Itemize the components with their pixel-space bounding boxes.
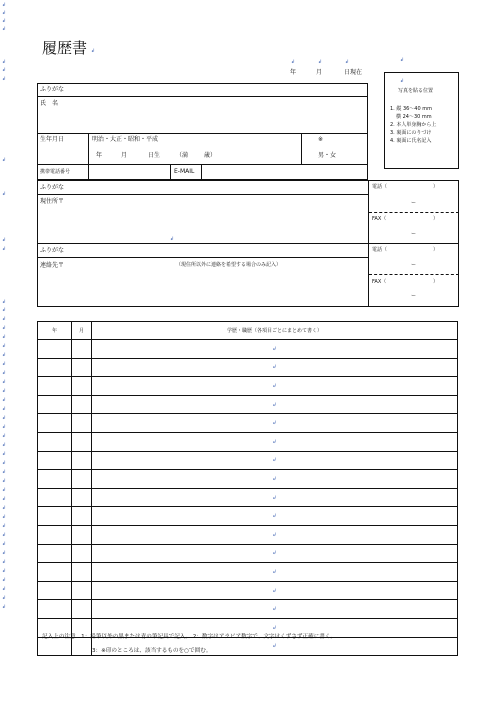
history-body (38, 340, 458, 656)
current-address-label: 現住所〒 (40, 198, 65, 205)
history-month-cell[interactable] (72, 451, 92, 470)
history-row[interactable] (38, 414, 458, 433)
history-row[interactable] (38, 358, 458, 377)
history-row[interactable] (38, 563, 458, 582)
history-year-cell[interactable] (38, 414, 72, 433)
history-month-cell[interactable] (72, 600, 92, 619)
contact-fax-close: ） (433, 279, 439, 285)
history-year-cell[interactable] (38, 395, 72, 414)
contact-phone-close: ） (433, 247, 439, 253)
personal-info-block (37, 83, 368, 180)
date-year-label: 年 (290, 69, 297, 76)
contact-fax-label: FAX（ (372, 279, 387, 285)
history-month-cell[interactable] (72, 507, 92, 526)
history-row[interactable] (38, 451, 458, 470)
photo-line-4: 3. 裏面にのりづけ (390, 130, 432, 136)
address-phone-dash: ー (411, 200, 417, 206)
birth-day-unit: 日生 (148, 152, 161, 159)
history-table (37, 321, 458, 656)
era-options: 明治・大正・昭和・平成 (92, 136, 159, 143)
history-desc-cell[interactable]: ↲ (92, 600, 458, 619)
history-desc-cell[interactable]: ↲ (92, 581, 458, 600)
age-unit: 歳） (204, 152, 217, 159)
history-desc-cell[interactable]: ↲ (92, 377, 458, 396)
history-year-cell[interactable] (38, 358, 72, 377)
photo-box (384, 72, 459, 169)
photo-line-3: 2. 本人単身胸から上 (390, 122, 437, 128)
history-row[interactable] (38, 395, 458, 414)
photo-line-5: 4. 裏面に氏名記入 (390, 138, 432, 144)
history-row[interactable] (38, 377, 458, 396)
history-month-cell[interactable] (72, 395, 92, 414)
history-desc-cell[interactable]: ↲ (92, 507, 458, 526)
furigana-label: ふりがな (40, 86, 65, 93)
address-fax-close: ） (433, 216, 439, 222)
photo-line-1: 1. 縦 36～40 mm (390, 106, 433, 112)
history-desc-cell[interactable]: ↲ (92, 563, 458, 582)
notes-line-1: 記入上の注意 1：鉛筆以外の黒または青の筆記具で記入。 2：数字はアラビア数字で、文字はくずさず正確に書く。 (42, 634, 336, 640)
name-label: 氏 名 (40, 100, 59, 107)
history-year-cell[interactable] (38, 525, 72, 544)
history-desc-cell[interactable]: ↲ (92, 451, 458, 470)
history-desc-cell[interactable]: ↲ (92, 414, 458, 433)
full-age-label: （満 (176, 152, 189, 159)
history-month-cell[interactable] (72, 488, 92, 507)
history-year-cell[interactable] (38, 432, 72, 451)
history-year-cell[interactable] (38, 581, 72, 600)
history-desc-cell[interactable]: ↲ (92, 618, 458, 637)
history-desc-cell[interactable]: ↲ (92, 470, 458, 489)
history-desc-cell[interactable]: ↲ (92, 358, 458, 377)
history-col-year: 年 (38, 322, 72, 340)
contact-address-label: 連絡先〒 (40, 262, 65, 269)
history-month-cell[interactable] (72, 525, 92, 544)
history-row[interactable] (38, 600, 458, 619)
contact-note: （現住所以外に連絡を希望する場合のみ記入） (176, 262, 282, 268)
photo-line-2: 横 24～30 mm (396, 114, 432, 120)
address-fax-label: FAX（ (372, 216, 387, 222)
history-month-cell[interactable] (72, 358, 92, 377)
history-year-cell[interactable] (38, 563, 72, 582)
history-desc-cell[interactable]: ↲ (92, 637, 458, 656)
address-phone-label: 電話（ (372, 184, 388, 190)
history-month-cell[interactable] (72, 414, 92, 433)
email-label: E-MAIL (174, 168, 195, 175)
notes-line-2: 3：※印のところは、該当するものを○で囲む。 (92, 648, 212, 654)
history-row[interactable] (38, 470, 458, 489)
history-year-cell[interactable] (38, 377, 72, 396)
history-row[interactable] (38, 581, 458, 600)
history-month-cell[interactable] (72, 432, 92, 451)
history-header-row (38, 322, 458, 340)
history-desc-cell[interactable]: ↲ (92, 432, 458, 451)
birth-year-unit: 年 (96, 152, 103, 159)
history-year-cell[interactable] (38, 340, 72, 359)
history-desc-cell[interactable]: ↲ (92, 395, 458, 414)
history-row[interactable] (38, 525, 458, 544)
date-day-label: 日現在 (344, 69, 363, 76)
address-furigana-label: ふりがな (40, 184, 65, 191)
history-row[interactable] (38, 432, 458, 451)
birth-month-unit: 月 (121, 152, 128, 159)
birth-label: 生年月日 (40, 136, 65, 143)
history-year-cell[interactable] (38, 600, 72, 619)
history-desc-cell[interactable]: ↲ (92, 340, 458, 359)
history-row[interactable] (38, 340, 458, 359)
address-phone-close: ） (433, 184, 439, 190)
history-month-cell[interactable] (72, 563, 92, 582)
page-title: 履歴書 (42, 39, 88, 57)
history-year-cell[interactable] (38, 451, 72, 470)
address-fax-dash: ー (411, 231, 417, 237)
history-desc-cell[interactable]: ↲ (92, 544, 458, 563)
history-year-cell[interactable] (38, 544, 72, 563)
note-mark: ※ (318, 136, 324, 143)
contact-fax-dash: ー (411, 293, 417, 299)
history-row[interactable] (38, 507, 458, 526)
history-month-cell[interactable] (72, 377, 92, 396)
history-month-cell[interactable] (72, 340, 92, 359)
history-month-cell[interactable] (72, 470, 92, 489)
history-desc-cell[interactable]: ↲ (92, 525, 458, 544)
gender-options: 男・女 (318, 152, 337, 159)
history-row[interactable] (38, 544, 458, 563)
date-month-label: 月 (316, 69, 323, 76)
mobile-label: 携帯電話番号 (40, 169, 71, 175)
history-year-cell[interactable] (38, 488, 72, 507)
contact-phone-label: 電話（ (372, 247, 388, 253)
history-year-cell[interactable] (38, 507, 72, 526)
history-row[interactable] (38, 488, 458, 507)
history-col-month: 月 (72, 322, 92, 340)
contact-phone-dash: ー (411, 262, 417, 268)
history-col-desc: 学歴・職歴（各項目ごとにまとめて書く） (92, 322, 458, 340)
history-desc-cell[interactable]: ↲ (92, 488, 458, 507)
history-month-cell[interactable] (72, 544, 92, 563)
history-year-cell[interactable] (38, 470, 72, 489)
contact-furigana-label: ふりがな (40, 247, 65, 254)
history-month-cell[interactable] (72, 581, 92, 600)
photo-heading: 写真を貼る位置 (398, 88, 434, 94)
